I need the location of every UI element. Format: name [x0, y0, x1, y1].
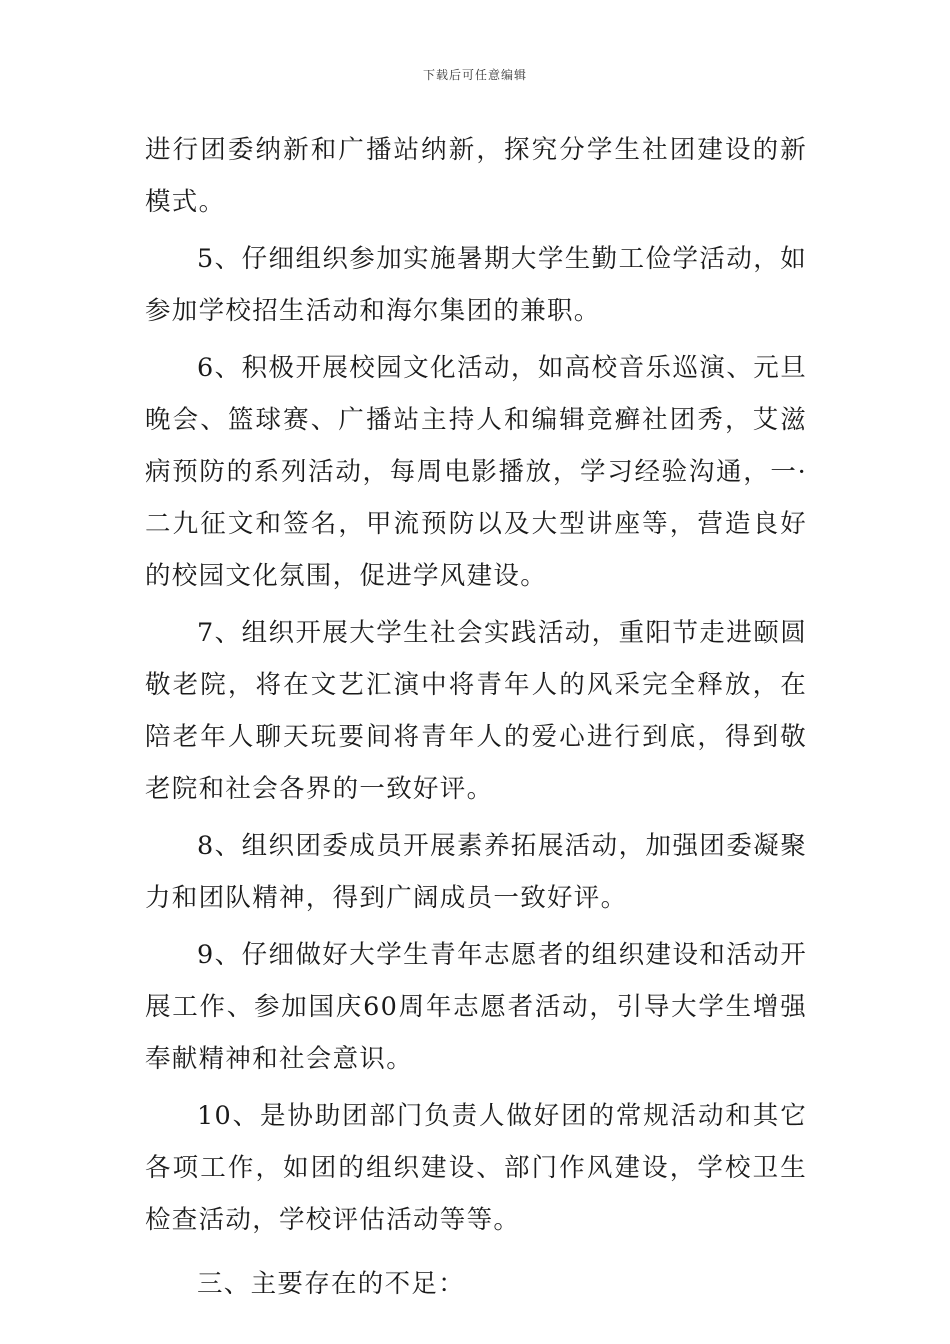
paragraph-item-6: 6、积极开展校园文化活动，如高校音乐巡演、元旦晚会、篮球赛、广播站主持人和编辑竞癣社团秀，艾滋病预防的系列活动，每周电影播放，学习经验沟通，一·二九征文和签名，甲流预防以及大型讲座等，营造良好的校园文化氛围，促进学风建设。: [145, 353, 807, 591]
paragraph-item-10: 10、是协助团部门负责人做好团的常规活动和其它各项工作，如团的组织建设、部门作风建设，学校卫生检查活动，学校评估活动等等。: [145, 1101, 807, 1235]
paragraph-item-9: 9、仔细做好大学生青年志愿者的组织建设和活动开展工作、参加国庆60周年志愿者活动，引导大学生增强奉献精神和社会意识。: [145, 940, 807, 1074]
paragraph-item-8: 8、组织团委成员开展素养拓展活动，加强团委凝聚力和团队精神，得到广阔成员一致好评。: [145, 831, 807, 913]
section-heading: 三、主要存在的不足：: [197, 1269, 466, 1299]
paragraph-item-5: 5、仔细组织参加实施暑期大学生勤工俭学活动，如参加学校招生活动和海尔集团的兼职。: [145, 244, 807, 326]
page-header-note: 下载后可任意编辑: [422, 68, 527, 82]
paragraph-continuation: 进行团委纳新和广播站纳新，探究分学生社团建设的新模式。: [145, 135, 807, 217]
paragraph-item-7: 7、组织开展大学生社会实践活动，重阳节走进颐圆敬老院，将在文艺汇演中将青年人的风采完全释放，在陪老年人聊天玩要间将青年人的爱心进行到底，得到敬老院和社会各界的一致好评。: [145, 618, 807, 804]
document-body: [145, 124, 807, 1315]
